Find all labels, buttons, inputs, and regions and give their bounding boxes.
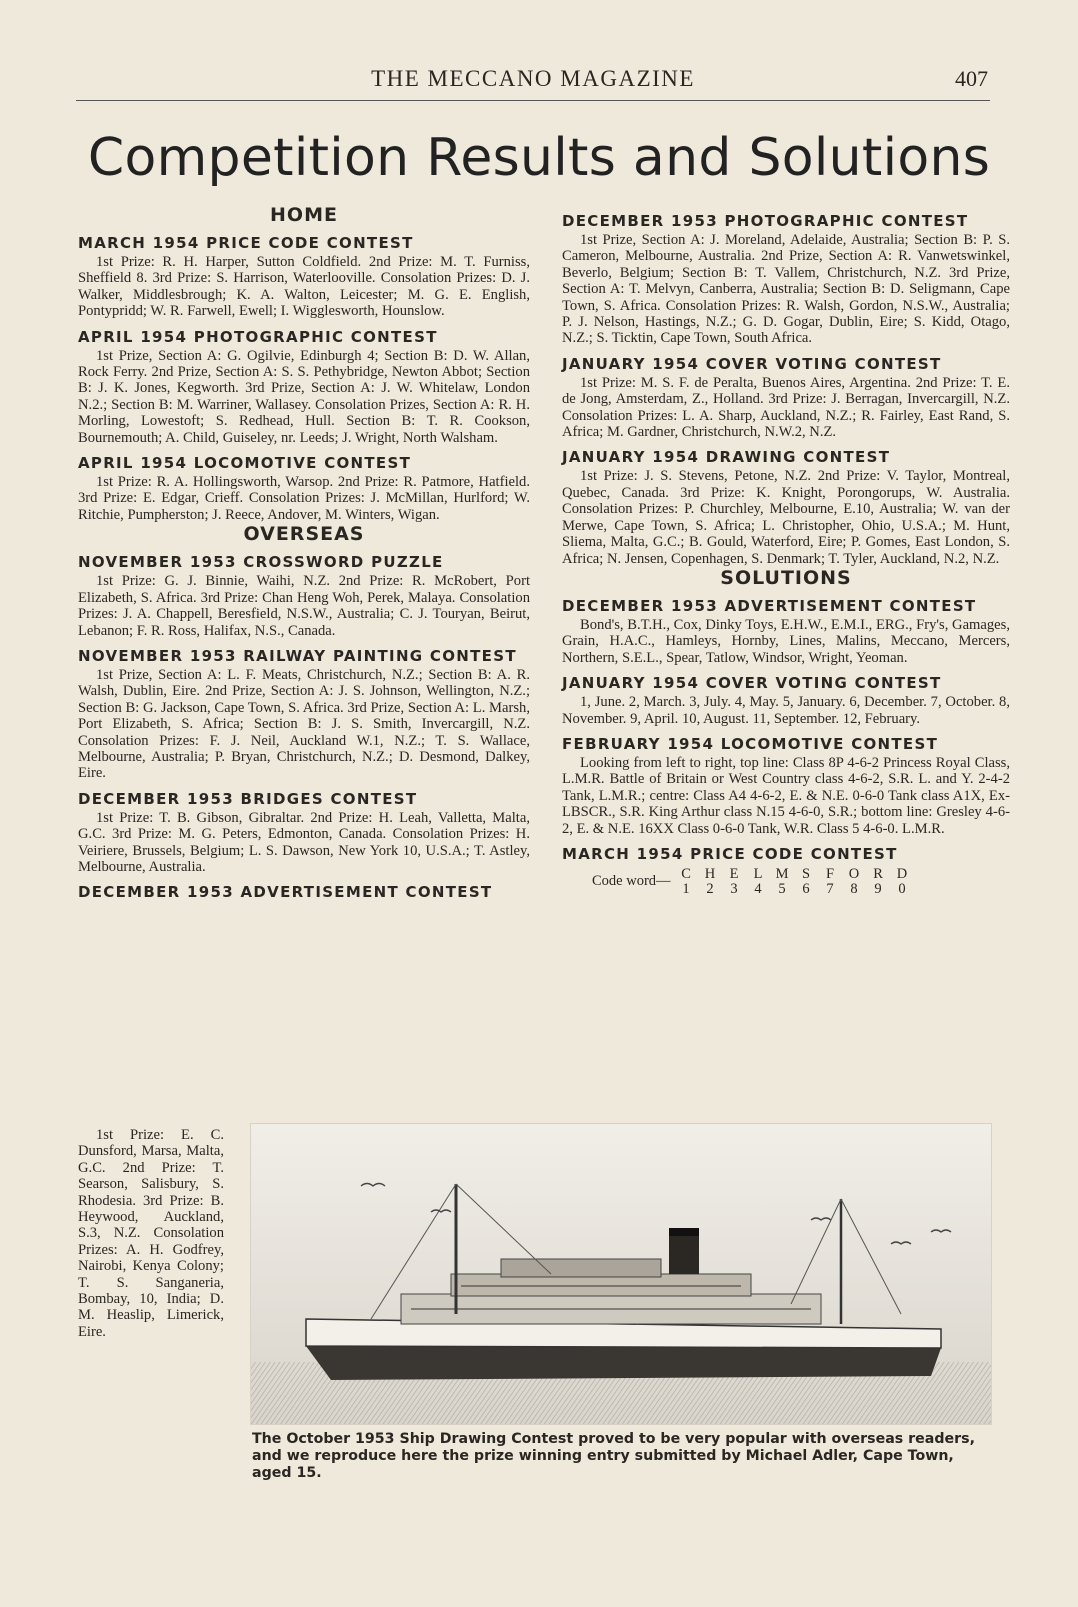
code-digit: 4 [754,880,763,897]
code-letter: L [753,865,764,882]
code-letter: C [681,865,692,882]
contest-heading: APRIL 1954 LOCOMOTIVE CONTEST [78,454,412,473]
result-paragraph: 1st Prize: M. S. F. de Peralta, Buenos Aires, Argentina. 2nd Prize: T. E. de Jong, Amsterdam, Z., Holland. 3rd Prize: J. Berragan, Invercargill, N.Z. Consolation Prizes: L. A. Sharp, Auckland, N.Z.; R. Fairley, East Rand, S. Africa; M. Gardner, Christchurch, N.W.2, N.Z. [562,374,1010,441]
contest-heading: NOVEMBER 1953 RAILWAY PAINTING CONTEST [78,646,517,665]
result-paragraph: 1st Prize: J. S. Stevens, Petone, N.Z. 2nd Prize: V. Taylor, Montreal, Quebec, Canada. 3rd Prize: K. Knight, Porongorups, W. Australia. Consolation Prizes: P. Churchley, Melbourne, E.10, Australia; W. van der Merwe, Cape Town, S. Africa; L. Christopher, Ohio, U.S.A.; M. Hunt, Sliema, Malta, G.C.; B. Gould, Waterford, Eire; P. Gomes, East London, S. Africa; N. Jensen, Copenhagen, S. Denmark; T. Tyler, Auckland, N.2, N.Z. [562,468,1010,567]
contest-heading: MARCH 1954 PRICE CODE CONTEST [562,844,898,863]
result-paragraph: 1st Prize: R. H. Harper, Sutton Coldfield. 2nd Prize: M. T. Furniss, Sheffield 8. 3rd Prize: S. Harrison, Waterlooville. Consolation Prizes: D. J. Walker, Middlesbrough; K. A. Walton, Leicester; M. G. E. English, Pontypridd; W. R. Farwell, Ewell; I. Wigglesworth, Hounslow. [78,254,530,320]
page-number: 407 [955,66,988,91]
result-paragraph: 1st Prize: G. J. Binnie, Waihi, N.Z. 2nd Prize: R. McRobert, Port Elizabeth, S. Africa. 3rd Prize: Chan Heng Woh, Perek, Malaya. Consolation Prizes: J. A. Chappell, Beresfield, N.S.W., Australia; C. J. Touryan, Beirut, Lebanon; F. R. Ross, Halifax, N.S., Canada. [78,573,530,639]
code-digit: 0 [898,880,907,897]
contest-heading: FEBRUARY 1954 LOCOMOTIVE CONTEST [562,734,939,753]
code-digit: 2 [706,880,715,897]
section-heading: HOME [270,204,338,226]
result-paragraph: 1st Prize, Section A: G. Ogilvie, Edinburgh 4; Section B: D. W. Allan, Rock Ferry. 2nd Prize, Section A: S. S. Pethybridge, Newton Abbot; Section B: J. K. Jones, Kegworth. 3rd Prize, Section A: J. W. Whitelaw, London N.2.; Section B: M. Warriner, Wallasey. Consolation Prizes, Section A: R. H. Morling, Lowestoft; S. Redhead, Hull. Section B: T. R. Cookson, Bournemouth; A. Child, Guiseley, nr. Leeds; J. Wright, North Walsham. [78,347,530,446]
contest-heading: MARCH 1954 PRICE CODE CONTEST [78,234,414,252]
contest-heading: DECEMBER 1953 PHOTOGRAPHIC CONTEST [562,212,969,230]
running-header [76,64,990,101]
narrow-column-text: 1st Prize: E. C. Dunsford, Marsa, Malta, G.C. 2nd Prize: T. Searson, Salisbury, S. Rhodesia. 3rd Prize: B. Heywood, Auckland, S.3, N.Z. Consolation Prizes: A. H. Godfrey, Nairobi, Kenya Colony; T. S. Sanganeria, Bombay, 10, India; D. M. Heaslip, Limerick, Eire. [78,1127,224,1340]
ship-drawing-svg [251,1124,991,1424]
code-digit: 9 [874,880,883,897]
code-word-letters [675,867,915,882]
code-digit: 7 [826,880,835,897]
code-digit: 3 [730,880,739,897]
code-letter: D [896,865,909,882]
code-word-label: Code word— [592,873,671,890]
result-paragraph: Bond's, B.T.H., Cox, Dinky Toys, E.H.W., E.M.I., ERG., Fry's, Gamages, Grain, H.A.C., Hamleys, Hornby, Lines, Malins, Meccano, Mercers, Northern, S.E.L., Spear, Tatlow, Windsor, Wright, Yeoman. [562,616,1010,666]
section-heading: SOLUTIONS [720,566,852,589]
result-paragraph: 1, June. 2, March. 3, July. 4, May. 5, January. 6, December. 7, October. 8, November. 9, April. 10, August. 11, September. 12, February. [562,694,1010,727]
ship-drawing-image [250,1123,992,1425]
result-paragraph: 1st Prize: R. A. Hollingsworth, Warsop. 2nd Prize: R. Patmore, Hatfield. 3rd Prize: E. Edgar, Crieff. Consolation Prizes: J. McMillan, Hurlford; W. Ritchie, Pumpherston; J. Reece, Andover, M. Winters, Wigan. [78,474,530,523]
contest-heading: DECEMBER 1953 BRIDGES CONTEST [78,789,418,808]
right-column-items [562,212,1010,863]
page-title: Competition Results and Solutions [87,128,991,188]
code-letter: H [704,865,717,882]
contest-heading: DECEMBER 1953 ADVERTISEMENT CONTEST [562,596,977,615]
result-paragraph: 1st Prize, Section A: J. Moreland, Adelaide, Australia; Section B: P. S. Cameron, Melbourne, Australia. 2nd Prize, Section A: R. Vanwetswinkel, Beverlo, Belgium; Section B: T. Vallem, Christchurch, N.Z. 3rd Prize, Section A: T. Melvyn, Canberra, Australia; Section B: D. Seligmann, Cape Town, S. Africa. Consolation Prizes: R. Walsh, Gordon, N.S.W., Australia; P. J. Nelson, Hastings, N.Z.; G. D. Gogar, Dublin, Eire; S. Kidd, Otago, N.Z.; S. Ticktin, Cape Town, South Africa. [562,232,1010,347]
contest-heading: DECEMBER 1953 ADVERTISEMENT CONTEST [78,883,493,902]
code-letter: E [729,865,740,882]
contest-heading: JANUARY 1954 COVER VOTING CONTEST [562,674,942,693]
result-paragraph: 1st Prize: T. B. Gibson, Gibraltar. 2nd Prize: H. Leah, Valletta, Malta, G.C. 3rd Prize: M. G. Peters, Edmonton, Canada. Consolation Prizes: H. Veiriere, Brussels, Belgium; L. S. Dawson, New York 10, U.S.A.; T. Astley, Melbourne, Australia. [78,809,530,875]
code-word-table [675,867,915,897]
code-word [592,867,1010,897]
left-column [78,204,530,903]
code-digit: 6 [802,880,811,897]
code-letter: S [802,865,812,882]
right-column [562,204,1010,897]
contest-heading: APRIL 1954 PHOTOGRAPHIC CONTEST [78,327,438,346]
code-letter: F [826,865,836,882]
code-digit: 8 [850,880,859,897]
code-digit: 1 [682,880,691,897]
code-letter: O [848,865,861,882]
figure-caption: The October 1953 Ship Drawing Contest proved to be very popular with overseas readers, and we reproduce here the prize winning entry submitted by Michael Adler, Cape Town, aged 15. [252,1431,975,1481]
code-word-digits [675,882,915,897]
code-digit: 5 [778,880,787,897]
result-paragraph: 1st Prize, Section A: L. F. Meats, Christchurch, N.Z.; Section B: A. R. Walsh, Dublin, Eire. 2nd Prize, Section A: J. S. Johnson, Wellington, N.Z.; Section B: G. Jackson, Cape Town, S. Africa. 3rd Prize, Section A: L. Marsh, Port Elizabeth, S. Africa; Section B: J. S. Smith, Invercargill, N.Z. Consolation Prizes: F. J. Neil, Auckland W.1, N.Z.; T. S. Wallace, Melbourne, Australia; P. Bryan, Christchurch, N.Z.; D. Desmond, Dalkey, Eire. [78,666,530,782]
result-paragraph: Looking from left to right, top line: Class 8P 4-6-2 Princess Royal Class, L.M.R. Battle of Britain or West Country class 4-6-2, S.R. L. and Y. 2-4-2 Tank, L.M.R.; centre: Class A4 4-6-2, E. & N.E. 0-6-0 Tank class A1X, Ex-LBSCR., S.R. King Arthur class N.15 4-6-0, S.R.; bottom line: Gresley 4-6-2, E. & N.E. 16XX Class 0-6-0 Tank, W.R. Class 5 4-6-0. L.M.R. [562,754,1010,837]
contest-heading: JANUARY 1954 DRAWING CONTEST [562,448,891,467]
section-heading: OVERSEAS [243,523,365,546]
code-letter: R [873,865,884,882]
contest-heading: NOVEMBER 1953 CROSSWORD PUZZLE [78,553,444,572]
code-letter: M [775,865,790,882]
contest-heading: JANUARY 1954 COVER VOTING CONTEST [562,354,942,373]
magazine-name: THE MECCANO MAGAZINE [371,66,695,91]
